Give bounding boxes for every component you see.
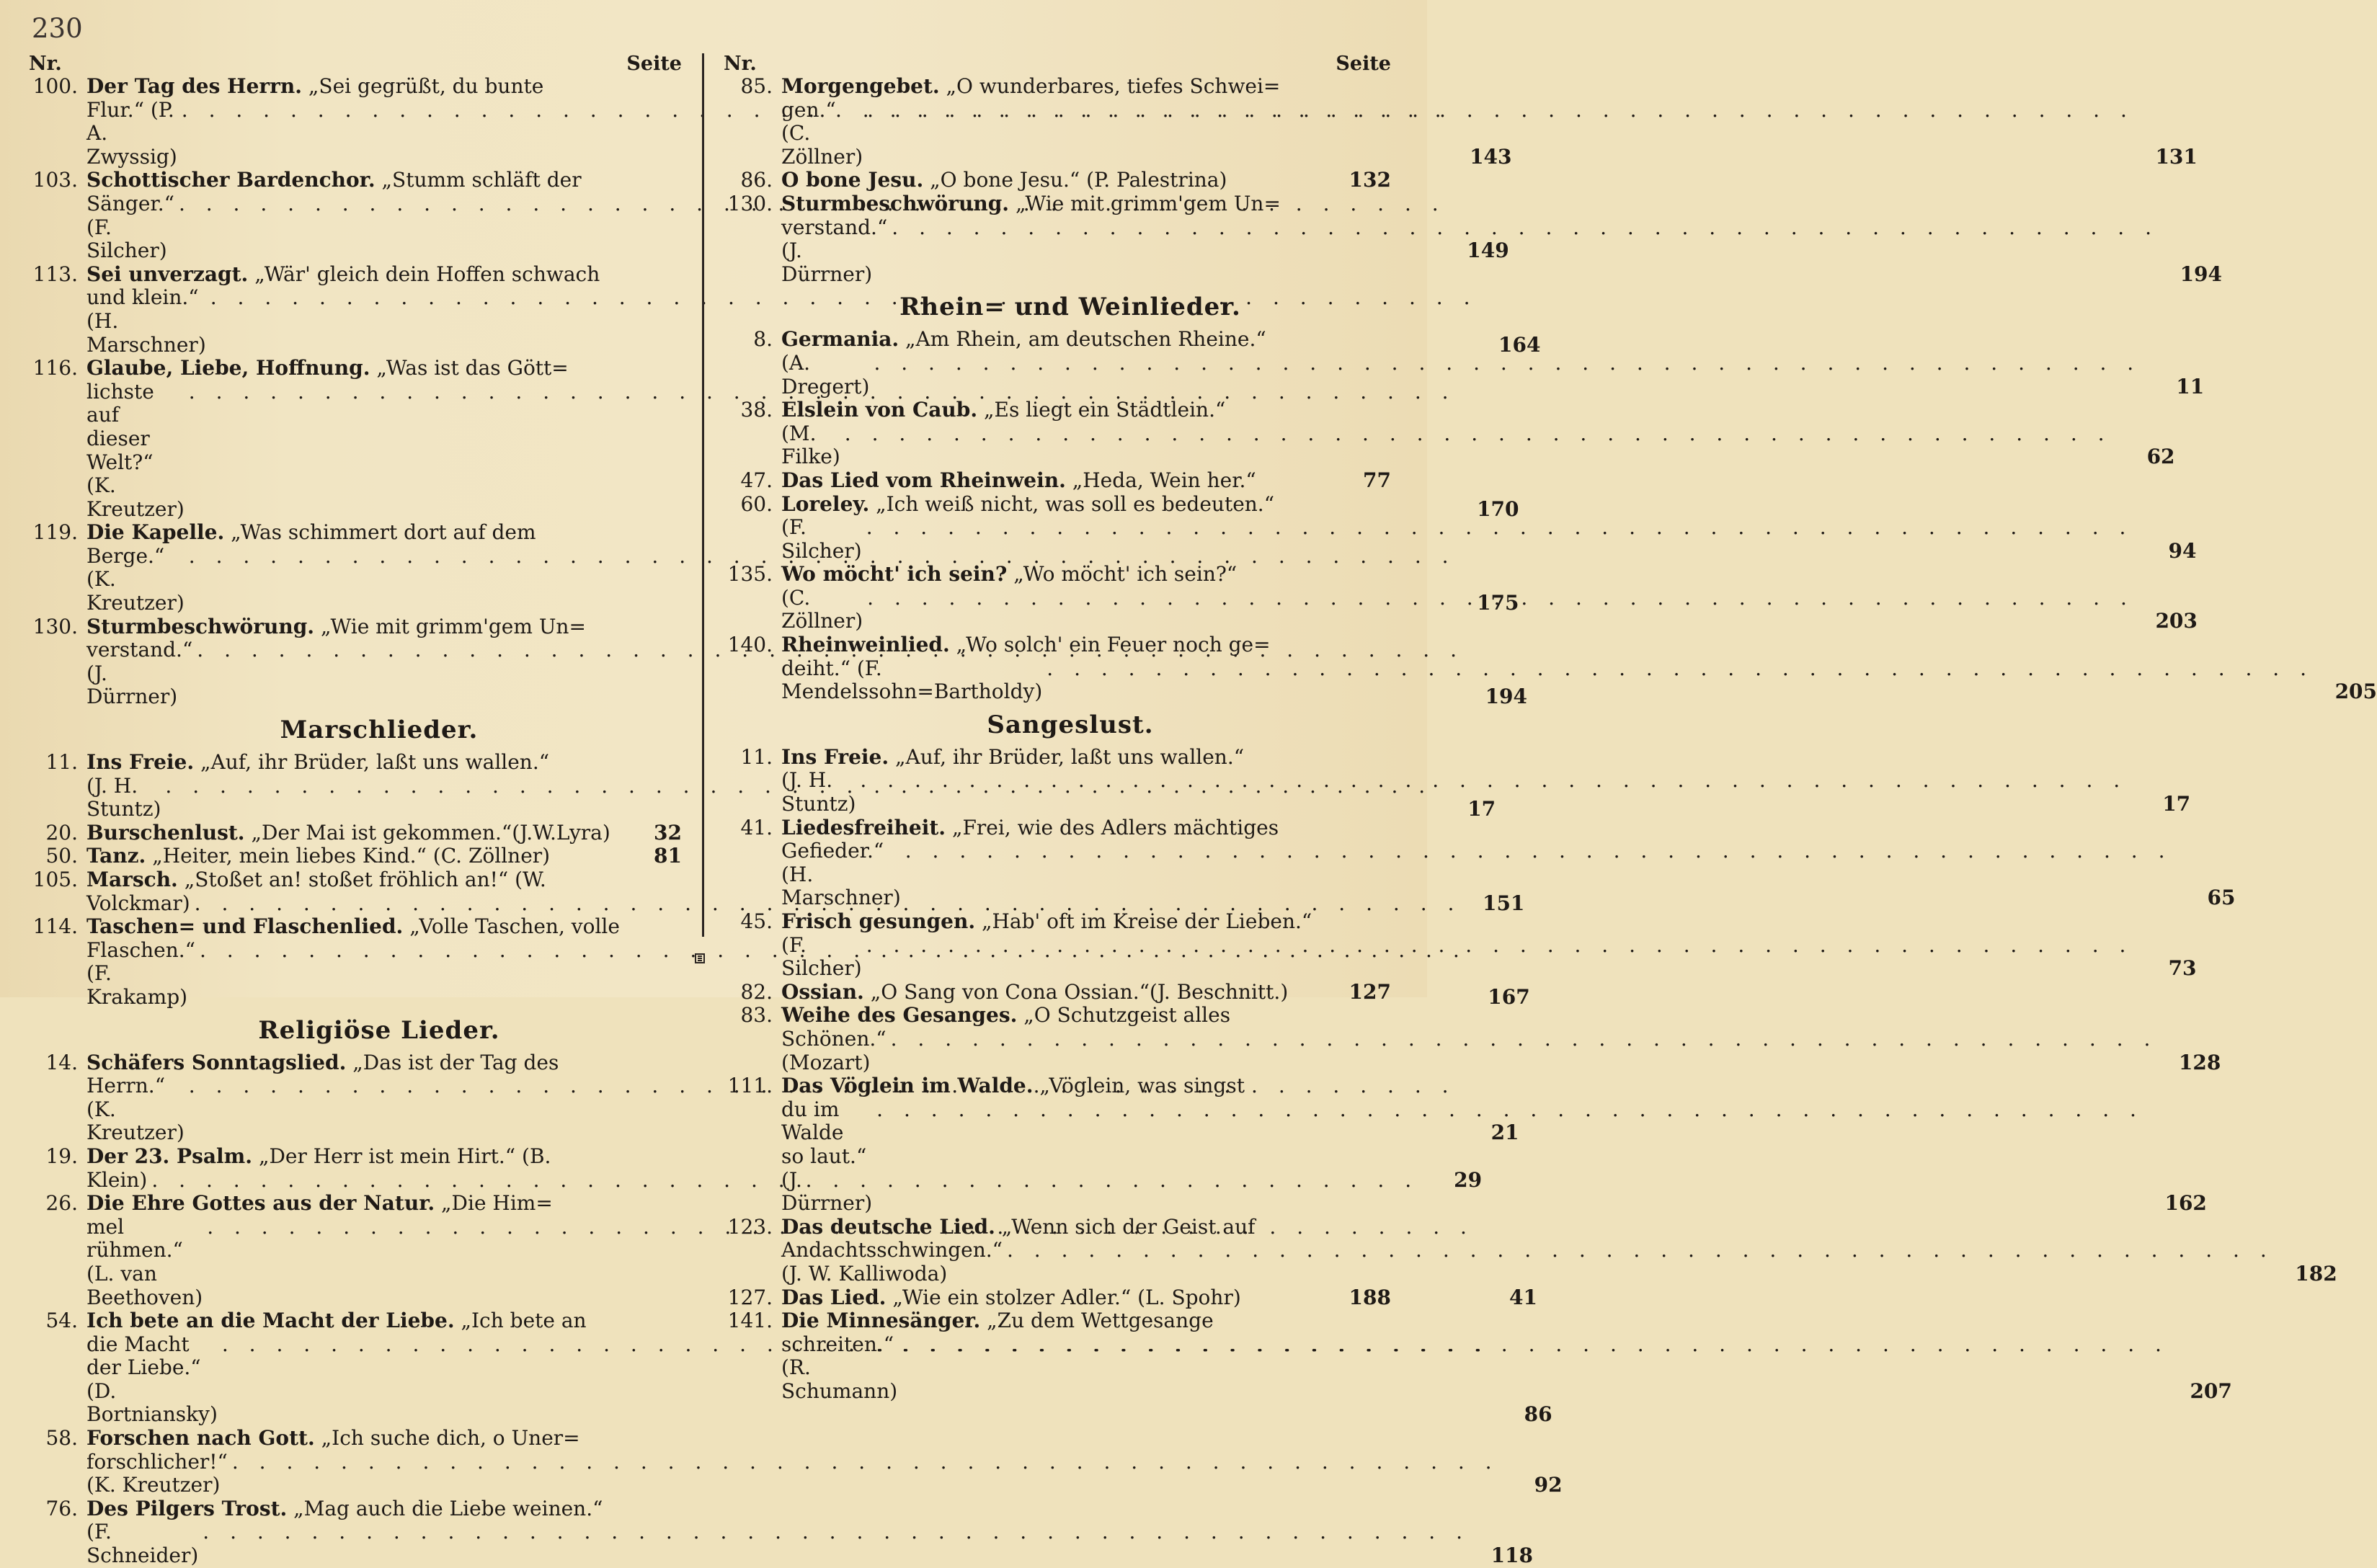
song-incipit: „Stumm schläft der (381, 168, 582, 192)
section-heading: Religiöse Lieder. (258, 1015, 500, 1045)
song-incipit: „Was schimmert dort auf dem (231, 520, 536, 545)
column-divider (702, 53, 704, 937)
leader-dots (863, 99, 2134, 169)
song-incipit: „Auf, ihr Brüder, laßt uns wallen.“ (200, 750, 550, 775)
page-reference: 73 (2168, 956, 2197, 981)
song-number: 130. (727, 191, 773, 215)
page-reference: 118 (1490, 1544, 1534, 1568)
song-number: 103. (32, 168, 78, 192)
song-number: 38. (740, 398, 773, 422)
song-description (781, 169, 1328, 192)
song-entry (26, 1496, 1534, 1568)
song-incipit: „O bone Jesu.“ (P. Palestrina) (930, 168, 1227, 192)
song-composer-line: schreiten.“ (R. Schumann) (781, 1332, 898, 1403)
song-composer-line: (F. Silcher) (781, 515, 862, 563)
song-composer-line: Berge.“ (K. Kreutzer) (86, 543, 185, 615)
song-composer-line: Schönen.“ (Mozart) (781, 1026, 887, 1074)
song-composer-line: Flur.“ (P. A. Zwyssig) (86, 97, 177, 169)
song-title: Die Kapelle. (86, 520, 225, 545)
leader-dots (869, 352, 2141, 398)
song-number: 14. (45, 1050, 78, 1074)
song-title: Loreley. (781, 491, 870, 516)
song-composer-line: Gefieder.“ (H. Marschner) (781, 839, 901, 910)
song-incipit: „Volle Taschen, volle (409, 914, 620, 939)
song-title: Sturmbeschwörung. (86, 614, 315, 638)
song-composer-line: verstand.“ (J. Dürrner) (781, 215, 888, 286)
leader-dots (887, 1028, 2158, 1074)
song-incipit: „Sei gegrüßt, du bunte (308, 74, 544, 98)
song-composer-line: (C. Zöllner) (781, 585, 863, 633)
song-description (781, 493, 2133, 564)
page-reference: 81 (654, 844, 682, 868)
song-entry (721, 169, 1391, 192)
song-incipit: „Wo möcht' ich sein?“ (1013, 562, 1238, 587)
song-number: 116. (32, 356, 78, 380)
leader-dots (887, 216, 2159, 287)
song-number: 135. (727, 562, 773, 587)
song-composer-line: (J. H. Stuntz) (781, 768, 856, 816)
song-incipit: „Wie ein stolzer Adler.“ (L. Spohr) (892, 1285, 1241, 1309)
song-entry (721, 1214, 2337, 1286)
song-description (86, 845, 618, 868)
leader-dots (863, 587, 2134, 633)
song-title: Elslein von Caub. (781, 398, 978, 422)
song-composer-line: (A. Dregert) (781, 350, 870, 398)
song-entry (721, 398, 2175, 469)
page-number: 230 (32, 13, 83, 44)
song-description (781, 1216, 2274, 1286)
section-heading: Rhein= und Weinlieder. (899, 293, 1241, 322)
song-description (781, 1286, 1328, 1310)
song-title: Glaube, Liebe, Hoffnung. (86, 356, 370, 380)
song-incipit: „Die Him= (441, 1191, 553, 1216)
song-entry (721, 744, 2191, 816)
song-number: 86. (740, 168, 773, 192)
song-incipit: „Heda, Wein her.“ (1072, 468, 1256, 492)
song-composer-line: forschlicher!“ (K. Kreutzer) (86, 1449, 228, 1497)
song-number: 26. (45, 1191, 78, 1216)
song-title: Schäfers Sonntagslied. (86, 1050, 347, 1074)
song-title: Die Ehre Gottes aus der Natur. (86, 1191, 435, 1216)
song-title: Ins Freie. (86, 750, 195, 775)
song-number: 111. (727, 1074, 773, 1098)
song-title: Das deutsche Lied. (781, 1214, 995, 1239)
song-description (86, 821, 618, 845)
page-reference: 17 (1467, 797, 1496, 821)
song-number: 105. (32, 868, 78, 891)
song-incipit: „Mag auch die Liebe weinen.“ (293, 1496, 603, 1520)
song-description (781, 633, 2314, 704)
section-heading: Marschlieder. (280, 716, 479, 745)
page-reference: 149 (1467, 239, 1509, 263)
song-description (781, 1309, 2169, 1403)
song-incipit: „Am Rhein, am deutschen Rheine.“ (905, 327, 1266, 352)
song-number: 11. (740, 744, 773, 769)
song-number: 100. (32, 74, 78, 98)
song-composer-line: lichste auf dieser Welt?“ (K. Kreutzer) (86, 379, 185, 521)
song-title: Das Vöglein im Walde. (781, 1074, 1034, 1098)
song-title: Frisch gesungen. (781, 909, 976, 933)
leader-dots (901, 839, 2172, 910)
song-incipit: „Der Herr ist mein Hirt.“ (B. (258, 1144, 551, 1168)
page-reference: 132 (1349, 168, 1391, 192)
song-title: Liedesfreiheit. (781, 815, 946, 839)
column-header (721, 46, 1391, 75)
page-reference: 205 (2334, 680, 2377, 704)
song-title: Taschen= und Flaschenlied. (86, 914, 404, 939)
song-title: Der 23. Psalm. (86, 1144, 253, 1168)
song-incipit: „Heiter, mein liebes Kind.“ (C. Zöllner) (152, 844, 551, 868)
song-incipit: „Hab' oft im Kreise der Lieben.“ (981, 909, 1312, 933)
song-composer-line: gen.“ (C. Zöllner) (781, 97, 863, 169)
song-number: 140. (727, 633, 773, 657)
song-incipit: „Stoßet an! stoßet fröhlich an!“ (W. (184, 868, 546, 891)
page-reference: 182 (2295, 1261, 2337, 1286)
song-number: 58. (45, 1426, 78, 1451)
song-composer-line: Andachtsschwingen.“ (J. W. Kalliwoda) (781, 1238, 1003, 1286)
song-incipit: „Wo solch' ein Feuer noch ge= (956, 633, 1271, 657)
page-reference: 167 (1488, 984, 1530, 1009)
page-reference: 127 (1349, 979, 1391, 1004)
page-reference: 86 (1524, 1402, 1552, 1427)
song-incipit: „Zu dem Wettgesange (987, 1309, 1214, 1333)
page-reference: 162 (2164, 1191, 2207, 1216)
page-reference: 41 (1509, 1285, 1537, 1309)
song-incipit: „Ich bete an (461, 1309, 587, 1333)
song-description (781, 1004, 2157, 1074)
page-reference: 62 (2146, 445, 2175, 469)
song-entry (721, 981, 1391, 1004)
page-reference: 188 (1349, 1285, 1391, 1309)
song-entry (26, 1144, 1483, 1192)
leader-dots (1042, 657, 2314, 704)
song-title: O bone Jesu. (781, 168, 924, 192)
page-reference: 194 (1485, 685, 1528, 709)
seite-header: Seite (626, 53, 682, 75)
song-description (781, 398, 2112, 469)
song-title: Tanz. (86, 844, 146, 868)
song-title: Wo möcht' ich sein? (781, 562, 1008, 587)
song-entry (26, 750, 1496, 821)
song-composer-line: Sänger.“ (F. Silcher) (86, 191, 174, 263)
song-number: 114. (32, 914, 78, 939)
song-title: Rheinweinlied. (781, 633, 950, 657)
song-description (781, 75, 2134, 169)
song-description (781, 910, 2133, 981)
song-description (781, 192, 2159, 286)
page-reference: 77 (1363, 468, 1391, 492)
song-number: 141. (727, 1309, 773, 1333)
page-reference: 65 (2207, 886, 2236, 910)
leader-dots (862, 516, 2133, 563)
song-composer-line: Herrn.“ (K. Kreutzer) (86, 1074, 185, 1145)
song-description (781, 981, 1328, 1004)
page-reference: 194 (2180, 262, 2223, 286)
song-entry (26, 821, 682, 845)
page-reference: 11 (2176, 374, 2205, 398)
song-title: Sei unverzagt. (86, 262, 249, 286)
song-composer-line: und klein.“ (H. Marschner) (86, 285, 206, 357)
page-reference: 32 (654, 820, 682, 845)
page-reference: 175 (1477, 591, 1519, 615)
song-composer-line: du im Walde so laut.“ (J. Dürrner) (781, 1097, 873, 1216)
song-number: 113. (32, 262, 78, 286)
song-number: 45. (740, 909, 773, 933)
song-description (781, 328, 2141, 398)
song-composer-line: (M. Filke) (781, 421, 840, 469)
song-title: Burschenlust. (86, 820, 245, 845)
song-incipit: „Vöglein, was singst (1039, 1074, 1245, 1098)
song-incipit: „Wenn sich der Geist auf (1001, 1214, 1256, 1239)
leader-dots (1003, 1239, 2274, 1286)
song-number: 8. (753, 327, 773, 352)
song-number: 82. (740, 979, 773, 1004)
song-title: Morgengebet. (781, 74, 940, 98)
song-number: 19. (45, 1144, 78, 1168)
leader-dots (198, 1520, 1470, 1567)
song-description (86, 1497, 1470, 1568)
page-reference: 151 (1482, 891, 1525, 915)
song-entry (721, 1309, 2232, 1403)
page-reference: 131 (2155, 144, 2198, 169)
song-incipit: „Wär' gleich dein Hoffen schwach (254, 262, 600, 286)
page-reference: 170 (1477, 496, 1519, 521)
page-reference: 128 (2178, 1050, 2221, 1074)
song-number: 54. (45, 1309, 78, 1333)
song-incipit: „Frei, wie des Adlers mächtiges (951, 815, 1279, 839)
song-composer-line: (J. H. Stuntz) (86, 773, 161, 821)
song-incipit: „O Schutzgeist alles (1023, 1003, 1231, 1028)
song-composer-line: Flaschen.“ (F. Krakamp) (86, 937, 195, 1009)
song-title: Ossian. (781, 979, 864, 1004)
song-number: 41. (740, 815, 773, 839)
page-reference: 143 (1470, 144, 1512, 169)
page-reference: 29 (1454, 1167, 1483, 1192)
song-description (86, 1427, 1499, 1497)
leader-dots (872, 1098, 2143, 1216)
song-title: Die Minnesänger. (781, 1309, 981, 1333)
song-title: Forschen nach Gott. (86, 1426, 315, 1451)
leader-dots (862, 934, 2133, 981)
song-number: 130. (32, 614, 78, 638)
song-entry (721, 1003, 2221, 1074)
leader-dots (840, 422, 2112, 469)
song-entry (26, 1426, 1563, 1497)
page-reference: 17 (2162, 792, 2191, 816)
column-header (26, 46, 682, 75)
printer-mark-icon (693, 951, 706, 966)
leader-dots (856, 769, 2127, 816)
seite-header: Seite (1336, 53, 1391, 75)
page-reference: 21 (1490, 1121, 1519, 1145)
song-incipit: „Das ist der Tag des (352, 1050, 559, 1074)
song-title: Das Lied. (781, 1285, 887, 1309)
song-title: Sturmbeschwörung. (781, 191, 1010, 215)
song-description (781, 469, 1328, 493)
song-composer-line: Volckmar) (86, 891, 190, 915)
song-title: Schottischer Bardenchor. (86, 168, 376, 192)
page-reference: 207 (2190, 1378, 2232, 1403)
song-composer-line: die Macht der Liebe.“ (D. Bortniansky) (86, 1332, 218, 1427)
leader-dots (897, 1333, 2169, 1404)
song-number: 76. (45, 1496, 78, 1520)
song-description (781, 1074, 2143, 1216)
song-incipit: „Ich suche dich, o Uner= (321, 1426, 580, 1451)
song-number: 47. (740, 468, 773, 492)
song-number: 83. (740, 1003, 773, 1028)
song-title: Der Tag des Herrn. (86, 74, 303, 98)
leader-dots (228, 1451, 1499, 1497)
song-incipit: „Der Mai ist gekommen.“(J.W.Lyra) (251, 820, 610, 845)
song-description (781, 816, 2172, 910)
song-composer-line: deiht.“ (F. Mendelssohn=Bartholdy) (781, 656, 1043, 704)
song-entry (721, 1286, 1391, 1310)
nr-header: Nr. (724, 53, 757, 75)
song-incipit: „Ich weiß nicht, was soll es bedeuten.“ (876, 491, 1275, 516)
song-composer-line: verstand.“ (J. Dürrner) (86, 638, 193, 709)
song-entry (721, 909, 2197, 981)
song-composer-line: (F. Schneider) (86, 1520, 199, 1568)
song-composer-line: (F. Silcher) (781, 932, 862, 981)
song-title: Marsch. (86, 868, 178, 891)
song-title: Weihe des Gesanges. (781, 1003, 1018, 1028)
song-incipit: „Wie mit grimm'gem Un= (320, 614, 586, 638)
song-composer-line: Klein) (86, 1167, 148, 1192)
section-heading: Sangeslust. (987, 710, 1154, 739)
song-incipit: „Wie mit grimm'gem Un= (1015, 191, 1281, 215)
song-number: 60. (740, 491, 773, 516)
song-entry (26, 845, 682, 868)
page-reference: 164 (1498, 332, 1541, 357)
song-description (781, 563, 2134, 633)
song-number: 11. (45, 750, 78, 775)
song-incipit: „Auf, ihr Brüder, laßt uns wallen.“ (895, 744, 1245, 769)
song-number: 85. (740, 74, 773, 98)
page-reference: 203 (2155, 609, 2198, 633)
song-number: 123. (727, 1214, 773, 1239)
page-reference: 92 (1534, 1473, 1563, 1497)
song-title: Ins Freie. (781, 744, 889, 769)
song-number: 119. (32, 520, 78, 545)
song-number: 20. (45, 820, 78, 845)
song-number: 127. (727, 1285, 773, 1309)
song-incipit: „Es liegt ein Städtlein.“ (984, 398, 1226, 422)
song-incipit: „Was ist das Gött= (376, 356, 569, 380)
song-title: Des Pilgers Trost. (86, 1496, 288, 1520)
song-entry (721, 469, 1391, 493)
song-incipit: „O Sang von Cona Ossian.“(J. Beschnitt.) (870, 979, 1289, 1004)
song-description (781, 746, 2127, 816)
song-title: Ich bete an die Macht der Liebe. (86, 1309, 455, 1333)
song-title: Das Lied vom Rheinwein. (781, 468, 1066, 492)
page-reference: 94 (2168, 538, 2197, 563)
song-title: Germania. (781, 327, 899, 352)
song-composer-line: mel rühmen.“ (L. van Beethoven) (86, 1214, 203, 1309)
song-incipit: „O wunderbares, tiefes Schwei= (946, 74, 1281, 98)
song-number: 50. (45, 844, 78, 868)
nr-header: Nr. (29, 53, 62, 75)
